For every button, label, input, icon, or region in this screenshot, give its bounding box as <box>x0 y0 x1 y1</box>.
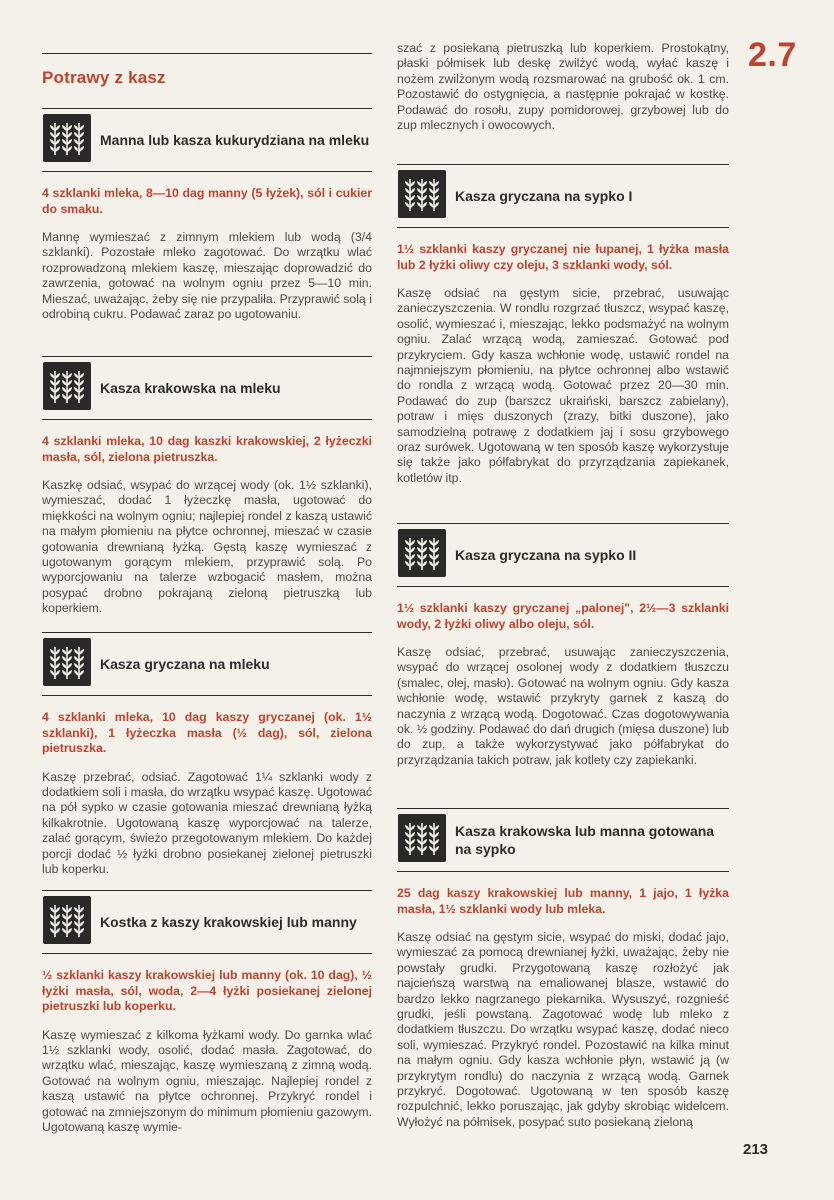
recipe-ingredients: 4 szklanki mleka, 8—10 dag manny (5 łyżek), sól i cukier do smaku. <box>42 186 372 216</box>
wheat-icon <box>398 814 446 862</box>
recipe-header <box>42 890 372 954</box>
recipe-title: Kasza krakowska na mleku <box>100 380 281 396</box>
recipe-ingredients: 1½ szklanki kaszy gryczanej „palonej", 2½—3 szklanki wody, 2 łyżki oliwy albo oleju, sól. <box>397 601 729 631</box>
recipe-title: Kasza krakowska lub manna gotowana na sypko <box>455 823 715 857</box>
recipe-header <box>397 523 729 587</box>
recipe-instructions: Kaszę odsiać na gęstym sicie, przebrać, usuwając zanieczyszczenia. W rondlu rozgrzać tłuszcz, wsypać kaszę, osolić, wymieszać i, mieszając, lekko podsmażyć na wolnym ogniu. Zalać wrzącą wodą, zamieszać. Gotować pod przykryciem. Gdy kasza wchłonie wodę, ustawić rondel na najmniejszym płomieniu, na płytce ochronnej albo wstawić do rondla z wrzącą wodą. Gotować przez 20—30 min. Podawać do zup (barszcz ukraiński, barszcz zabielany), potraw i mięs duszonych (zrazy, bitki duszone), jako samodzielną potrawę z dodatkiem jaj i sosu grzybowego oraz surówek. Ugotowaną w ten sposób kaszę wykorzystuje się także jako półfabrykat do przyrządzania zapiekanek, kotletów itp. <box>397 286 729 485</box>
right-column <box>397 0 729 1200</box>
wheat-icon <box>43 896 91 944</box>
chapter-number: 2.7 <box>748 36 797 74</box>
recipe-kasza-gryczana-na-sypko-1 <box>397 164 729 486</box>
recipe-instructions: Kaszę wymieszać z kilkoma łyżkami wody. Do garnka wlać 1½ szklanki wody, osolić, dodać masła. Zagotować, do wrzątku wlać, mieszając, kaszę wymieszaną z zimną wodą. Gotować na wolnym ogniu, mieszając. Najlepiej rondel z kaszą ustawić na płytce ochronnej. Przykryć rondel i gotować na zmniejszonym do minimum płomieniu gazowym. Ugotowaną kaszę wymie- <box>42 1027 372 1134</box>
recipe-instructions: Kaszę przebrać, odsiać. Zagotować 1¼ szklanki wody z dodatkiem soli i masła, do wrzątku wsypać kaszę. Ugotować na pół sypko w czasie gotowania mieszać drewnianą łyżką kilkakrotnie. Ugotowaną kaszę wyporcjować na talerze, zalać gorącym, świeżo przegotowanym mlekiem. Do każdej porcji dodać ½ łyżki drobno posiekanej zielonej pietruszki lub koperku. <box>42 769 372 876</box>
section-title: Potrawy z kasz <box>42 68 166 87</box>
wheat-icon <box>398 529 446 577</box>
recipe-ingredients: 1½ szklanki kaszy gryczanej nie łupanej, 1 łyżka masła lub 2 łyżki oliwy czy oleju, 3 szklanki wody, sól. <box>397 242 729 272</box>
recipe-ingredients: 4 szklanki mleka, 10 dag kaszy gryczanej (ok. 1½ szklanki), 1 łyżeczka masła (½ dag), sól, zielona pietruszka. <box>42 710 372 755</box>
page-number: 213 <box>743 1141 769 1158</box>
recipe-kostka-z-kaszy <box>42 890 372 1135</box>
recipe-header <box>42 108 372 172</box>
recipe-title: Kasza gryczana na sypko I <box>455 188 633 204</box>
recipe-title: Kasza gryczana na mleku <box>100 656 270 672</box>
continued-text: szać z posiekaną pietruszką lub koperkiem. Prostokątny, płaski półmisek lub deskę zwilżyć wodą, wyłać kaszę i nożem zwilżonym wodą rozsmarować na grubość ok. 1 cm. Pozostawić do ostygnięcia, a następnie pokrajać w kostkę. Podawać do rosołu, zupy pomidorowej, grzybowej lub do zup mlecznych i owocowych. <box>397 41 729 133</box>
recipe-instructions: Kaszę odsiać na gęstym sicie, wsypać do miski, dodać jajo, wymieszać za pomocą drewnianej łyżki, uważając, żeby nie powstały grudki. Przygotowaną kaszę rozłożyć jak najcieńszą warstwą na emaliowanej blasze, wstawić do bardzo lekko nagrzanego piekarnika. Wysuszyć, rozgnieść grudki, jeśli powstaną. Zagotować wodę lub mleko z dodatkiem tłuszczu. Do wrzątku wsypać kaszę, dodać nieco soli, wymieszać. Przykryć rondel. Pozostawić na kilka minut na małym ogniu. Gdy kasza wchłonie płyn, wstawić ją (w przykrytym rondlu) do naczynia z wrzącą wodą. Garnek przykryć. Dogotować. Ugotowaną w ten sposób kaszę rozpulchnić, lekko poruszając, jak gdyby skrobiąc widelcem. Wyłożyć na półmisek, posypać suto posiekaną zieloną <box>397 930 729 1129</box>
wheat-icon <box>43 638 91 686</box>
recipe-manna-na-mleku <box>42 108 372 322</box>
recipe-header <box>397 164 729 228</box>
recipe-title: Kostka z kaszy krakowskiej lub manny <box>100 914 357 930</box>
recipe-title: Manna lub kasza kukurydziana na mleku <box>100 132 370 148</box>
recipe-instructions: Kaszkę odsiać, wsypać do wrzącej wody (ok. 1½ szklanki), wymieszać, dodać 1 łyżeczkę masła, ugotować do miękkości na wolnym ogniu; najlepiej rondel z kaszą ustawić na małym płomieniu na płytce ochronnej, mieszać w czasie gotowania drewnianą łyżką. Gęstą kaszę wymieszać z ugotowanym gorącym mlekiem, przyprawić solą. Po wyporcjowaniu na talerze wzbogacić masłem, można posypać drobno pokrajaną zieloną pietruszką lub koperkiem. <box>42 478 372 616</box>
recipe-ingredients: ½ szklanki kaszy krakowskiej lub manny (ok. 10 dag), ½ łyżki masła, sól, woda, 2—4 łyżki posiekanej zielonej pietruszki lub koperku. <box>42 968 372 1013</box>
recipe-header <box>42 356 372 420</box>
recipe-kasza-krakowska-na-sypko <box>397 808 729 1130</box>
recipe-instructions: Mannę wymieszać z zimnym mlekiem lub wodą (3/4 szklanki). Pozostałe mleko zagotować. Do wrzątku wlać rozprowadzoną mlekiem kaszę, mieszając doprowadzić do zawrzenia, gotować na wolnym ogniu przez 5—10 min. Mieszać, uważając, żeby się nie przypaliła. Przyprawić solą i odrobiną cukru. Podawać zaraz po ugotowaniu. <box>42 230 372 322</box>
left-column <box>42 0 372 1200</box>
wheat-icon <box>43 114 91 162</box>
wheat-icon <box>43 362 91 410</box>
recipe-ingredients: 25 dag kaszy krakowskiej lub manny, 1 jajo, 1 łyżka masła, 1½ szklanki wody lub mleka. <box>397 886 729 916</box>
recipe-kasza-gryczana-na-mleku <box>42 632 372 877</box>
recipe-ingredients: 4 szklanki mleka, 10 dag kaszki krakowskiej, 2 łyżeczki masła, sól, zielona pietruszka. <box>42 434 372 464</box>
recipe-kasza-gryczana-na-sypko-2 <box>397 523 729 768</box>
recipe-header <box>42 632 372 696</box>
recipe-instructions: Kaszę odsiać, przebrać, usuwając zanieczyszczenia, wsypać do wrzącej osolonej wody z dodatkiem tłuszczu (smalec, olej, masło). Gotować na wolnym ogniu. Gdy kasza wchłonie wodę, wstawić przykryty garnek z kaszą do naczynia z wrzącą wodą. Dogotować. Czas dogotowywania ok. ½ godziny. Podawać do dań drugich (mięsa duszone) lub do zup, a także wykorzystywać jako półfabrykat do przyrządzania takich potraw, jak kotlety czy zapiekanki. <box>397 645 729 767</box>
recipe-header <box>397 808 729 872</box>
recipe-kasza-krakowska-na-mleku <box>42 356 372 617</box>
wheat-icon <box>398 170 446 218</box>
recipe-title: Kasza gryczana na sypko II <box>455 547 637 563</box>
section-top-rule <box>42 53 372 54</box>
